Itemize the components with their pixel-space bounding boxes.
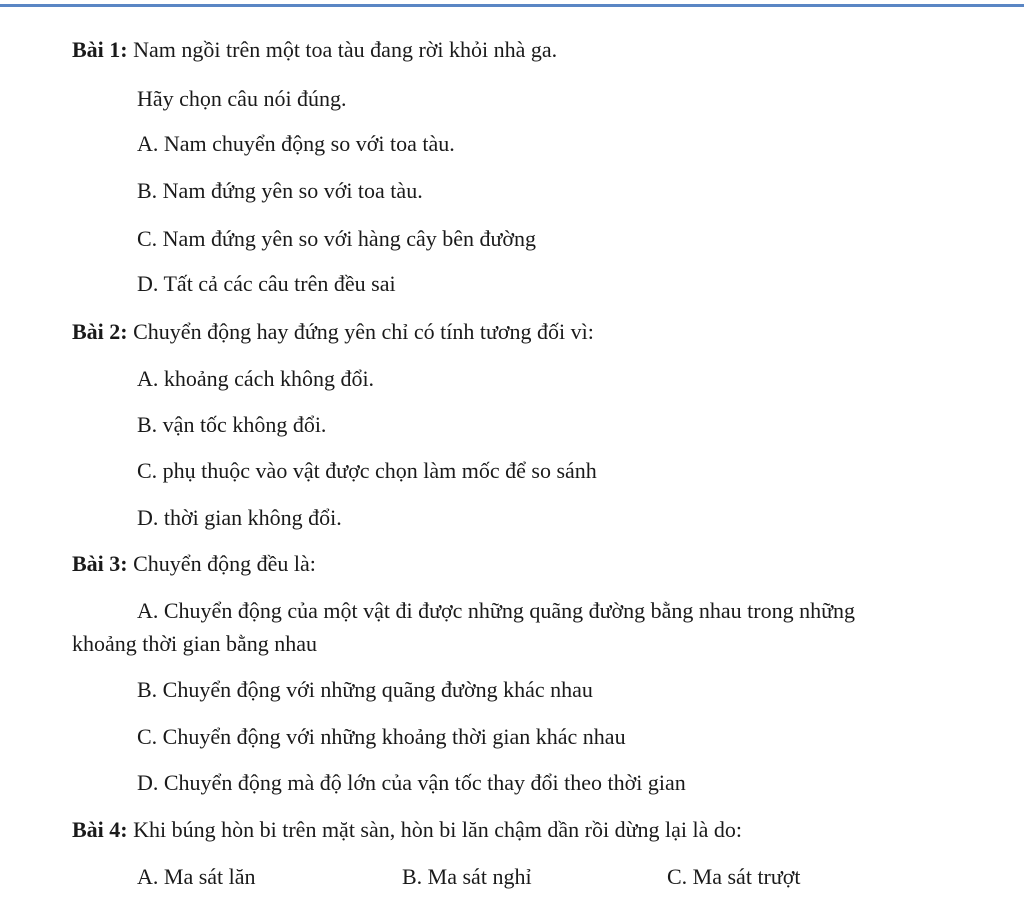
question-3-option-a-continued: khoảng thời gian bằng nhau bbox=[72, 631, 318, 656]
question-3-heading bbox=[72, 551, 316, 577]
question-4-option-c: C. Ma sát trượt bbox=[667, 864, 801, 889]
question-2-option-a: A. khoảng cách không đổi. bbox=[137, 366, 375, 391]
question-3-text: Chuyển động đều là: bbox=[127, 551, 316, 576]
question-4-option-b: B. Ma sát nghỉ bbox=[402, 864, 532, 889]
question-1-prompt: Hãy chọn câu nói đúng. bbox=[137, 86, 347, 111]
question-3-label: Bài 3: bbox=[72, 551, 128, 576]
question-2-text: Chuyển động hay đứng yên chỉ có tính tương đối vì: bbox=[127, 319, 594, 344]
cropped-text-line bbox=[72, 905, 632, 913]
question-2-option-c: C. phụ thuộc vào vật được chọn làm mốc để so sánh bbox=[137, 458, 597, 483]
question-3-option-b: B. Chuyển động với những quãng đường khác nhau bbox=[137, 677, 593, 702]
question-3-option-a: A. Chuyển động của một vật đi được những quãng đường bằng nhau trong những bbox=[137, 598, 856, 623]
question-4-heading bbox=[72, 817, 742, 843]
question-4-options-row bbox=[0, 864, 1024, 890]
question-2-heading bbox=[72, 319, 594, 345]
question-1-heading bbox=[72, 37, 557, 63]
question-4-option-a: A. Ma sát lăn bbox=[137, 864, 256, 889]
question-4-label: Bài 4: bbox=[72, 817, 128, 842]
question-1-option-c: C. Nam đứng yên so với hàng cây bên đường bbox=[137, 226, 537, 251]
question-3-option-c: C. Chuyển động với những khoảng thời gian khác nhau bbox=[137, 724, 626, 749]
question-1-option-d: D. Tất cả các câu trên đều sai bbox=[137, 271, 396, 296]
question-1-label: Bài 1: bbox=[72, 37, 128, 62]
question-3-option-d: D. Chuyển động mà độ lớn của vận tốc thay đổi theo thời gian bbox=[137, 770, 686, 795]
question-2-option-d: D. thời gian không đổi. bbox=[137, 505, 342, 530]
question-2-label: Bài 2: bbox=[72, 319, 128, 344]
question-2-option-b: B. vận tốc không đổi. bbox=[137, 412, 327, 437]
question-1-option-a: A. Nam chuyển động so với toa tàu. bbox=[137, 131, 455, 156]
question-4-text: Khi búng hòn bi trên mặt sàn, hòn bi lăn chậm dần rồi dừng lại là do: bbox=[127, 817, 742, 842]
question-1-option-b: B. Nam đứng yên so với toa tàu. bbox=[137, 178, 423, 203]
question-1-text: Nam ngồi trên một toa tàu đang rời khỏi nhà ga. bbox=[127, 37, 558, 62]
